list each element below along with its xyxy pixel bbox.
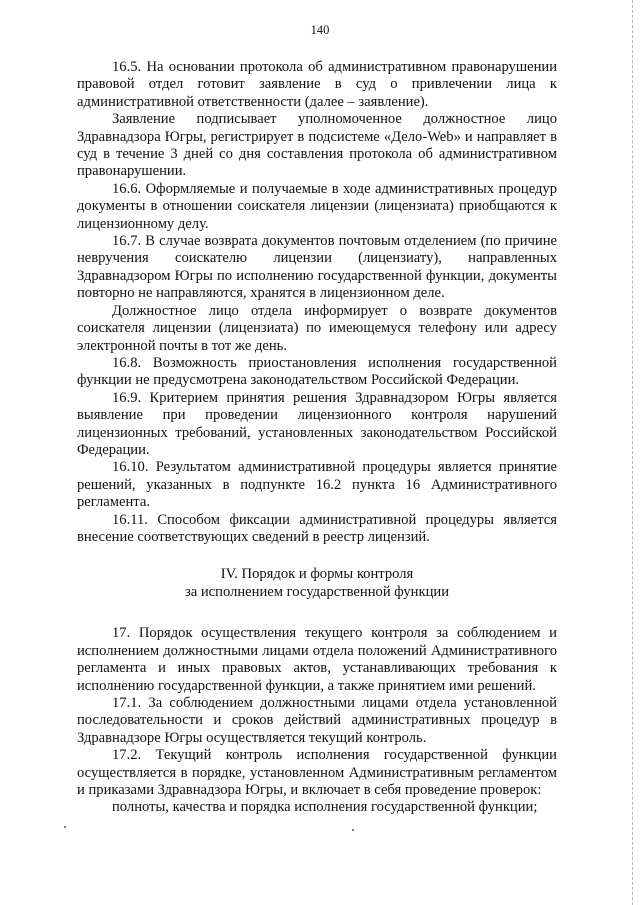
paragraph-16-7: 16.7. В случае возврата документов почтовым отделением (по причине невручения соискателю лицензии (лицензиату), направленных Здравнадзором Югры по исполнению государственной функции, документы повторно не направляются, хранятся в лицензионном деле. <box>77 233 557 302</box>
paragraph-16-6: 16.6. Оформляемые и получаемые в ходе административных процедур документы в отношении соискателя лицензии (лицензиата) приобщаются к лицензионному делу. <box>77 180 557 232</box>
paragraph-17-2: 17.2. Текущий контроль исполнения государственной функции осуществляется в порядке, установленном Административным регламентом и приказами Здравнадзора Югры, и включает в себя проведение проверок: <box>77 747 557 799</box>
scan-edge-line <box>630 0 633 905</box>
paragraph-16-10: 16.10. Результатом административной процедуры является принятие решений, указанных в подпункте 16.2 пункта 16 Административного регламента. <box>77 459 557 511</box>
section-heading-line-2: за исполнением государственной функции <box>184 584 450 601</box>
paragraph-application-signing: Заявление подписывает уполномоченное должностное лицо Здравнадзора Югры, регистрирует в подсистеме «Дело-Web» и направляет в суд в течение 3 дней со дня составления протокола об административном правонарушении. <box>77 111 557 180</box>
scan-speck <box>352 829 354 831</box>
section-heading-line-1: IV. Порядок и формы контроля <box>220 566 414 583</box>
paragraph-16-9: 16.9. Критерием принятия решения Здравнадзором Югры является выявление при проведении лицензионного контроля нарушений лицензионных требований, установленных законодательством Российской Федерации. <box>77 389 557 458</box>
section-heading <box>77 565 557 601</box>
paragraph-16-8: 16.8. Возможность приостановления исполнения государственной функции не предусмотрена законодательством Российской Федерации. <box>77 354 557 389</box>
page-number: 140 <box>310 23 330 37</box>
paragraph-17-1: 17.1. За соблюдением должностными лицами отдела установленной последовательности и сроков действий административных процедур в Здравнадзоре Югры осуществляется текущий контроль. <box>77 695 557 746</box>
document-body <box>77 59 557 817</box>
paragraph-16-5: 16.5. На основании протокола об административном правонарушении правовой отдел готовит заявление в суд о привлечении лица к административной ответственности (далее – заявление). <box>77 59 557 110</box>
paragraph-16-11: 16.11. Способом фиксации административной процедуры является внесение соответствующих сведений в реестр лицензий. <box>77 511 557 545</box>
paragraph-checks-list-item: полноты, качества и порядка исполнения государственной функции; <box>112 799 538 816</box>
scan-speck <box>64 826 66 828</box>
paragraph-official-informs: Должностное лицо отдела информирует о возврате документов соискателя лицензии (лицензиата) по имеющемуся телефону или адресу электронной почты в тот же день. <box>77 302 557 354</box>
paragraph-17: 17. Порядок осуществления текущего контроля за соблюдением и исполнением должностными лицами отдела положений Административного регламента и иных правовых актов, устанавливающих требования к исполнению государственной функции, а также принятием ими решений. <box>77 625 557 694</box>
